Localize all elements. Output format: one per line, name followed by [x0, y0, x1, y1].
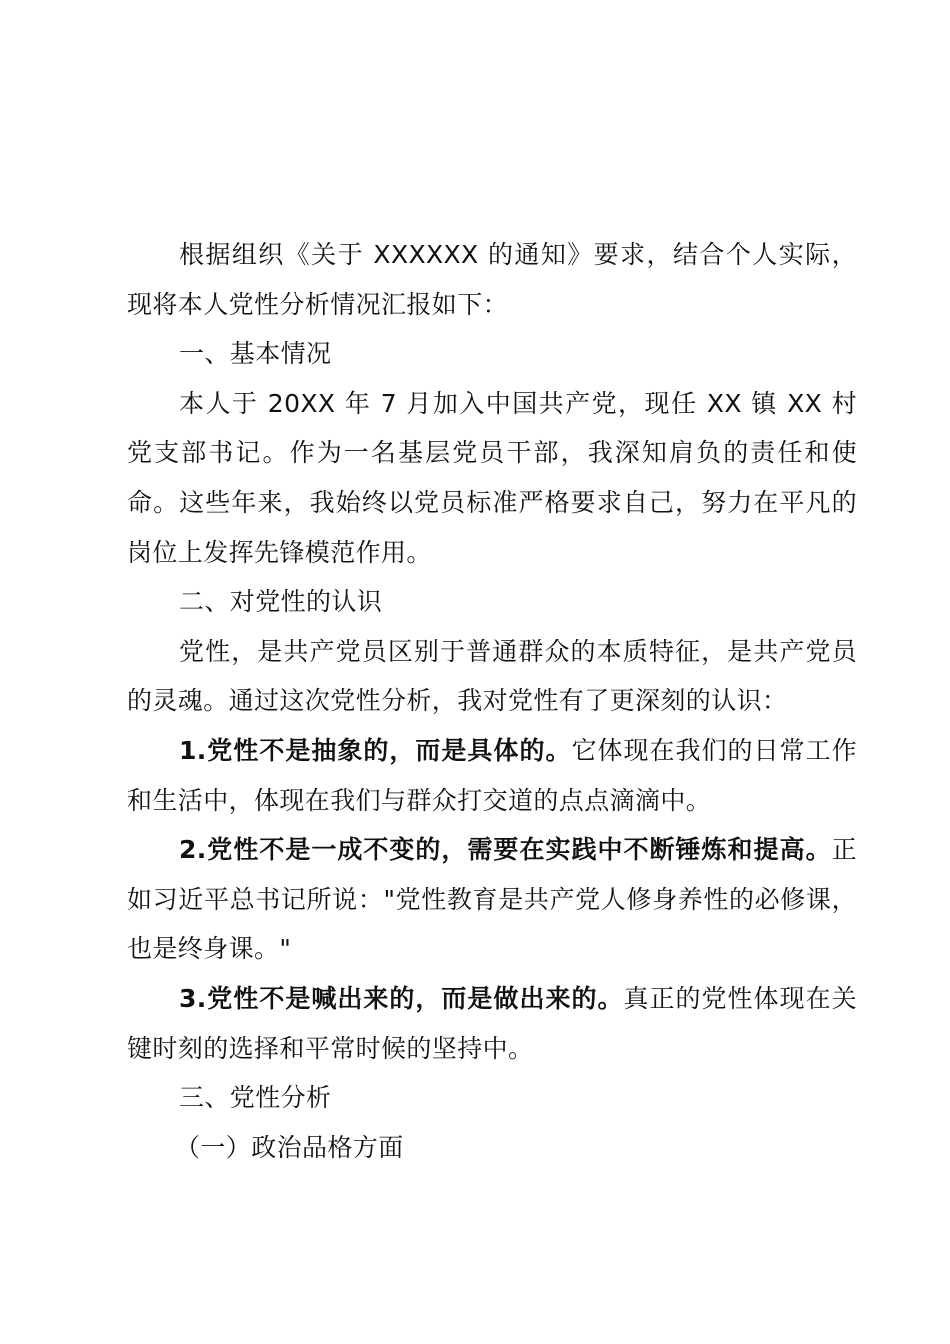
point-paragraph-2	[127, 825, 857, 974]
understanding-paragraph: 党性，是共产党员区别于普通群众的本质特征，是共产党员的灵魂。通过这次党性分析，我对党性有了更深刻的认识：	[127, 636, 857, 716]
point-1-text: 它体现在我们的日常工作和生活中，体现在我们与群众打交道的点点滴滴中。	[127, 735, 858, 815]
point-2-lead: 2.党性不是一成不变的，需要在实践中不断锤炼和提高。	[179, 835, 832, 865]
document-body	[127, 230, 857, 1172]
section-heading-analysis: 三、党性分析	[179, 1083, 332, 1113]
section-heading-understanding: 二、对党性的认识	[179, 587, 383, 617]
section-heading-basic-info: 一、基本情况	[179, 339, 332, 369]
subsection-heading-political: （一）政治品格方面	[175, 1132, 404, 1162]
point-paragraph-1	[127, 726, 857, 825]
point-paragraph-3	[127, 974, 857, 1073]
point-1-lead: 1.党性不是抽象的，而是具体的。	[179, 735, 572, 765]
basic-info-paragraph: 本人于 20XX 年 7 月加入中国共产党，现任 XX 镇 XX 村党支部书记。作为一名基层党员干部，我深知肩负的责任和使命。这些年来，我始终以党员标准严格要求自己，努力在平凡的岗位上发挥先锋模范作用。	[127, 388, 857, 567]
intro-paragraph: 根据组织《关于 XXXXXX 的通知》要求，结合个人实际，现将本人党性分析情况汇报如下：	[127, 240, 857, 319]
point-3-lead: 3.党性不是喊出来的，而是做出来的。	[179, 983, 624, 1013]
point-3-text: 真正的党性体现在关键时刻的选择和平常时候的坚持中。	[127, 983, 857, 1063]
point-2-text: 正如习近平总书记所说："党性教育是共产党人修身养性的必修课，也是终身课。"	[127, 835, 857, 964]
